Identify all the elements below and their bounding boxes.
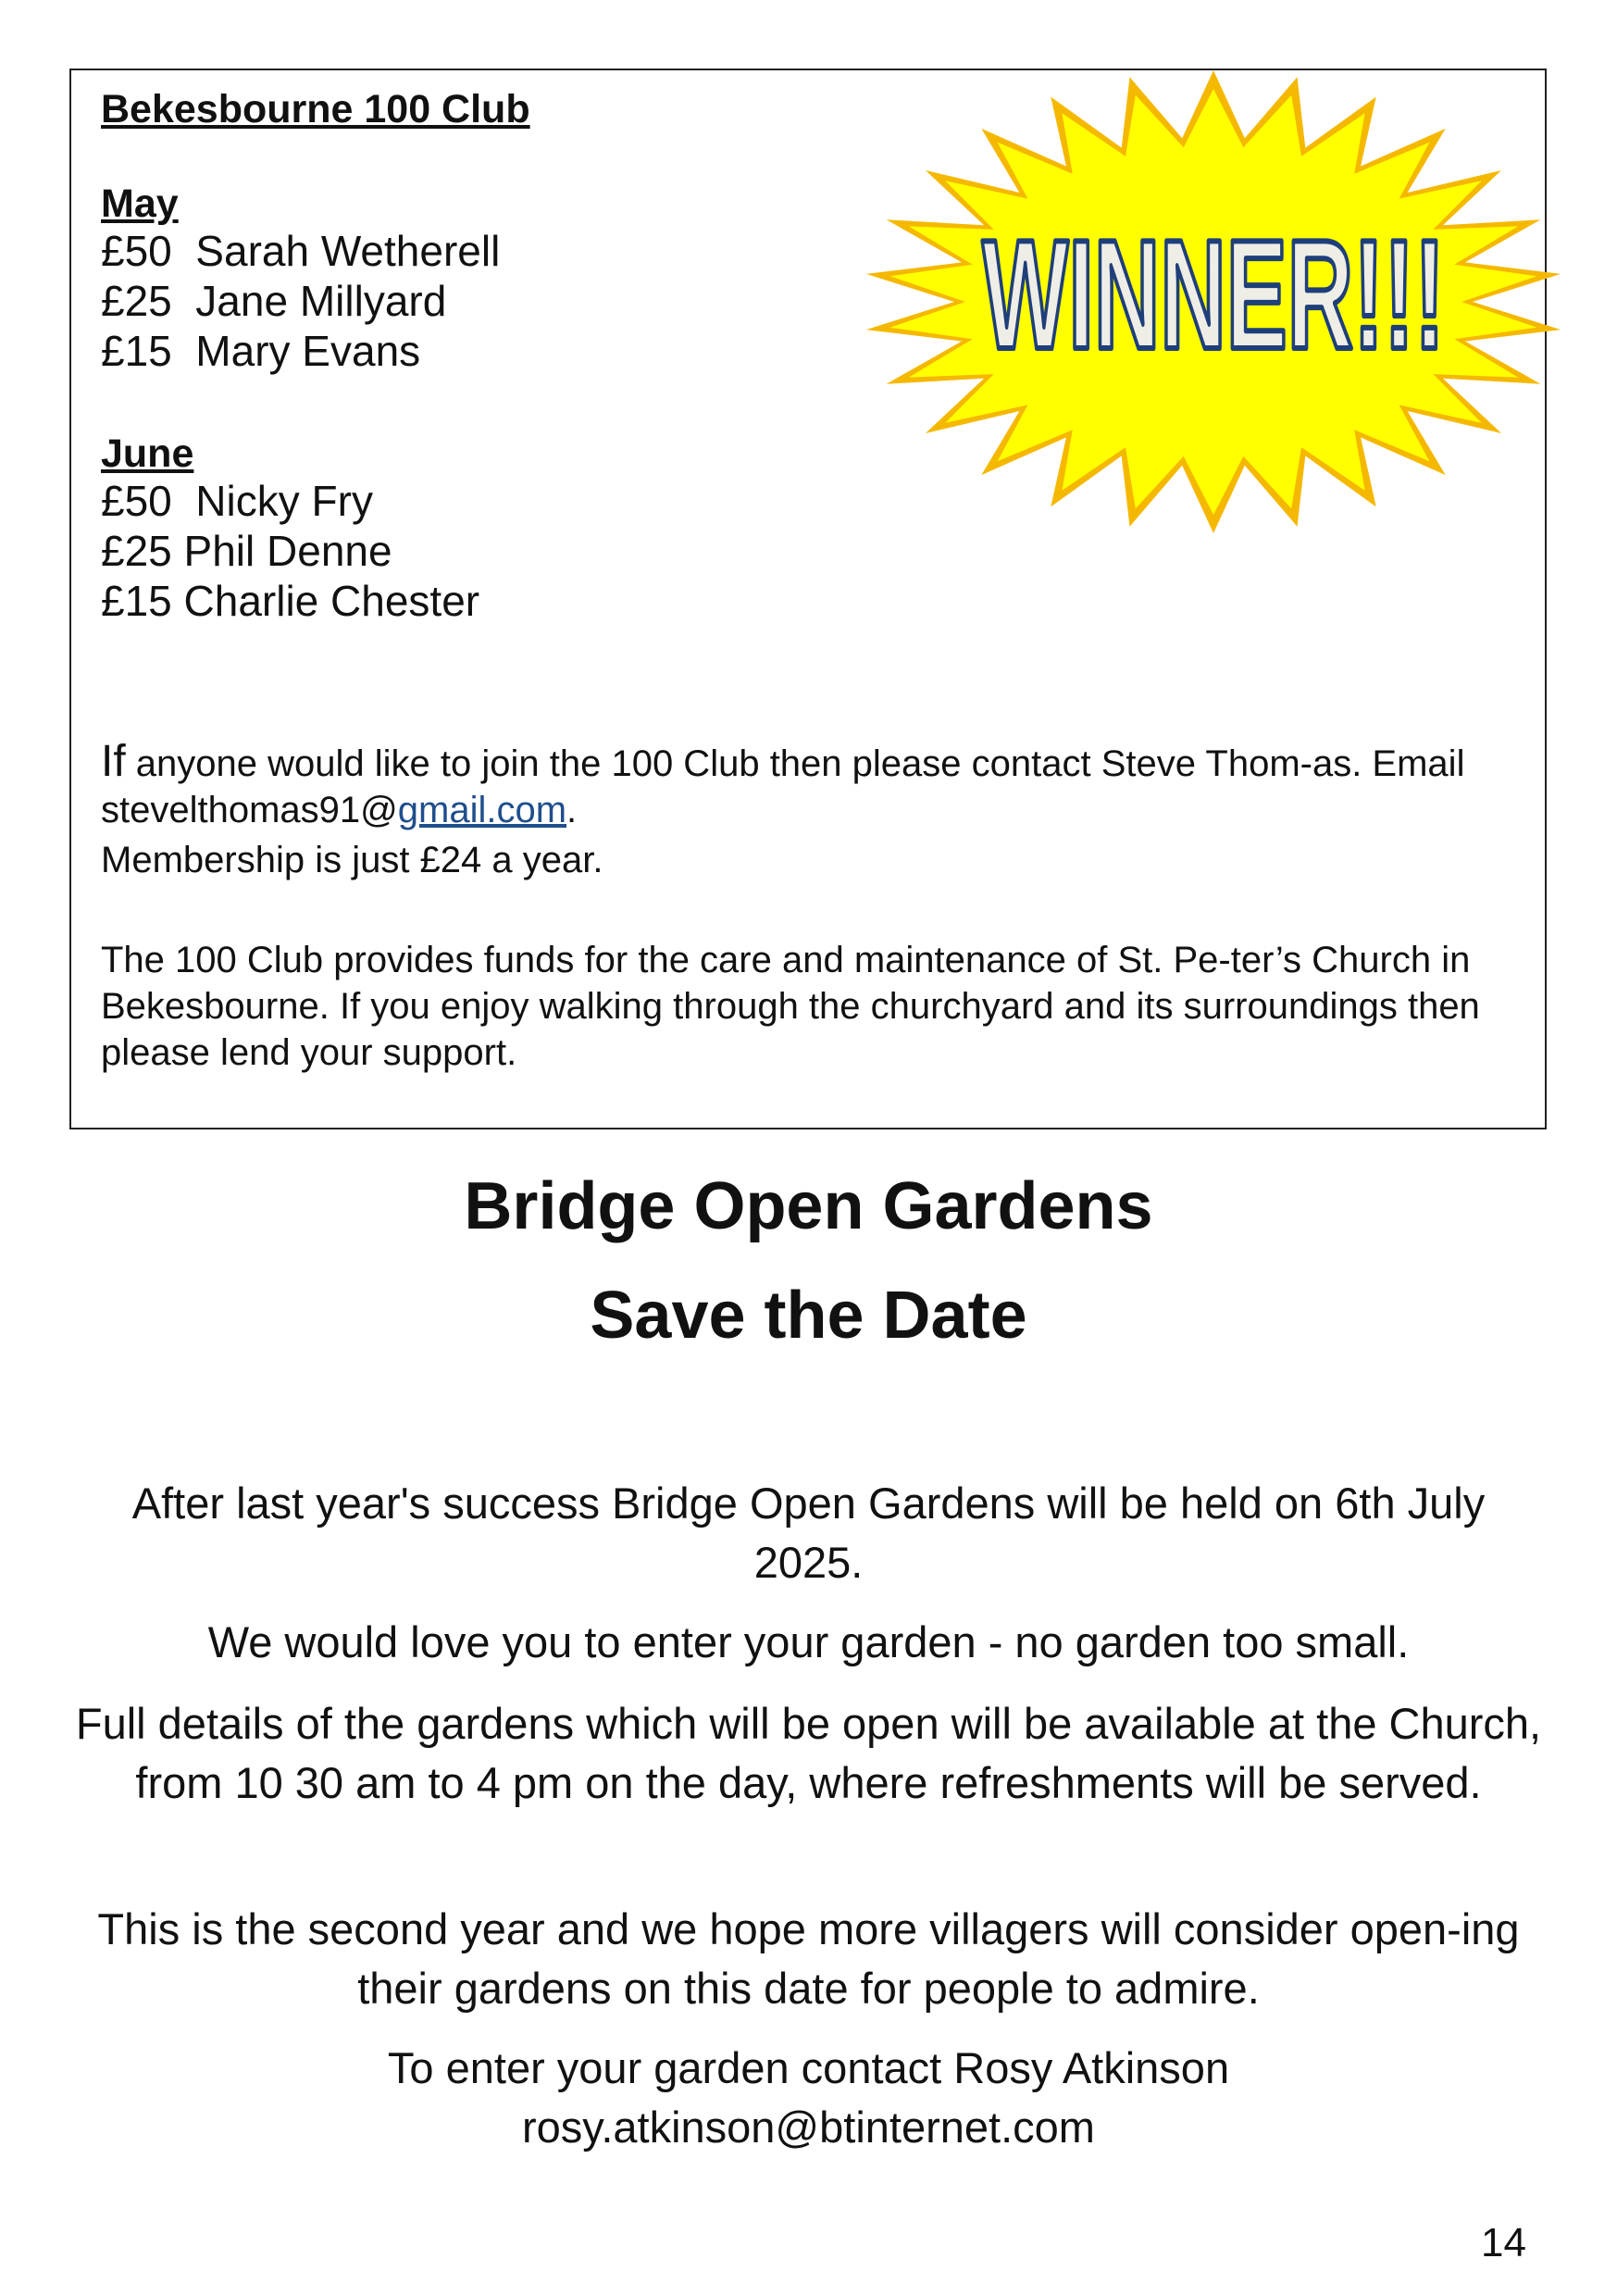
- prize-item: £15 Mary Evans: [101, 327, 421, 375]
- join-email-link[interactable]: gmail.com: [397, 790, 567, 830]
- gardens-paragraph-date: After last year's success Bridge Open Gardens will be held on 6th July 2025.: [131, 1479, 1486, 1587]
- winner-starburst-icon: [862, 70, 1565, 543]
- gardens-paragraph-details: Full details of the gardens which will be open will be available at the Church, from 10 30 am to 4 pm on the day, where refreshments will be served.: [75, 1699, 1542, 1807]
- page-number: 14: [1481, 2220, 1526, 2265]
- join-if-word: If: [101, 737, 126, 786]
- prize-item: £25 Jane Millyard: [101, 277, 447, 325]
- prize-item: £25 Phil Denne: [101, 527, 392, 575]
- gardens-subtitle: Save the Date: [590, 1279, 1027, 1353]
- prize-list-june: [101, 476, 479, 626]
- join-email-end: .: [566, 790, 578, 830]
- gardens-contact-email[interactable]: rosy.atkinson@btinternet.com: [522, 2103, 1095, 2152]
- month-title-june: June: [101, 431, 194, 476]
- prize-list-may: [101, 226, 500, 376]
- winner-badge-text: WINNER!!!: [982, 207, 1445, 381]
- prize-item: £15 Charlie Chester: [101, 577, 480, 625]
- gardens-title: Bridge Open Gardens: [464, 1169, 1153, 1243]
- club-box: [69, 69, 1547, 1129]
- gardens-paragraph-enter: We would love you to enter your garden - no garden too small.: [207, 1617, 1410, 1666]
- month-title-may: May: [101, 181, 179, 226]
- join-text: anyone would like to join the 100 Club then please contact Steve Thom-as. Email stevelthomas91@: [101, 743, 1465, 830]
- prize-item: £50 Nicky Fry: [101, 477, 373, 525]
- gardens-paragraph-second-year: This is the second year and we hope more villagers will consider open-ing their gardens on this date for people to admire.: [97, 1904, 1520, 2013]
- funds-paragraph: The 100 Club provides funds for the care and maintenance of St. Pe-ter’s Church in Bekesbourne. If you enjoy walking through the churchyard and its surroundings then please lend your support.: [101, 940, 1480, 1073]
- gardens-contact-line: To enter your garden contact Rosy Atkinson: [387, 2043, 1230, 2092]
- membership-text: Membership is just £24 a year.: [101, 840, 603, 880]
- join-paragraph: [101, 739, 1508, 833]
- prize-item: £50 Sarah Wetherell: [101, 227, 501, 275]
- club-title: Bekesbourne 100 Club: [101, 87, 530, 131]
